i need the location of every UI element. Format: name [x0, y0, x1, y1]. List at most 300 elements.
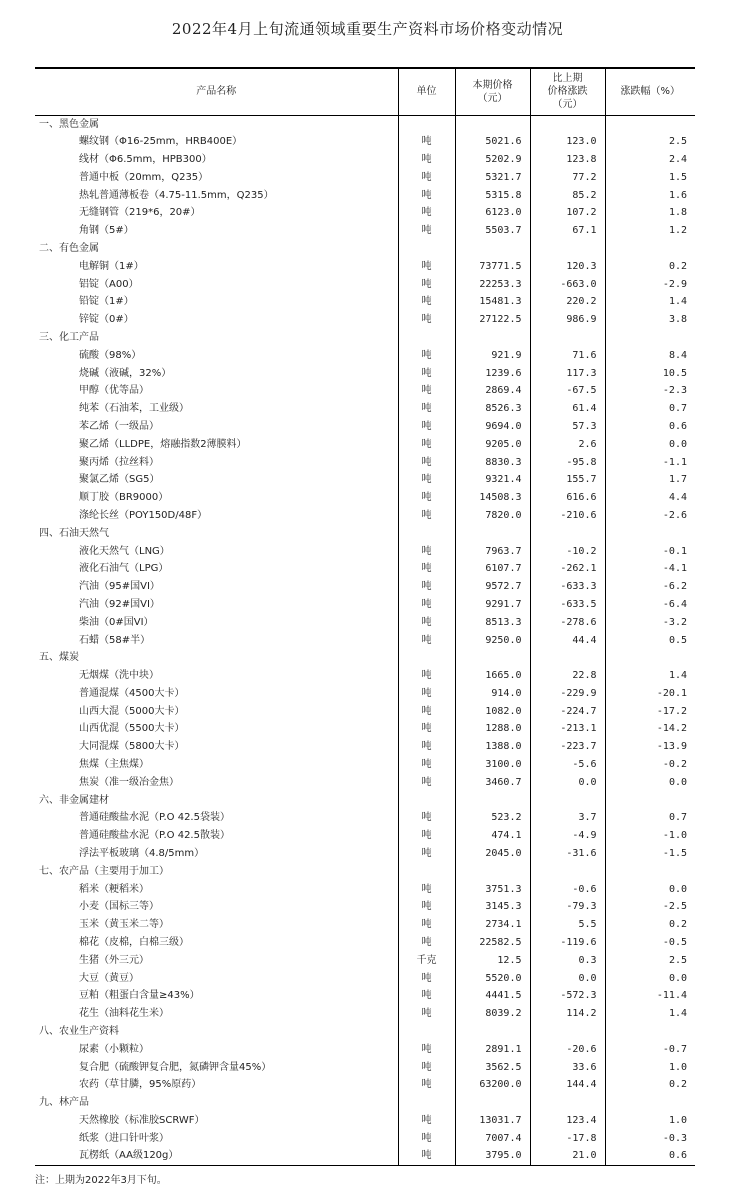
- unit-cell: 吨: [398, 685, 455, 703]
- price-cell: 5520.0: [455, 969, 530, 987]
- change-cell: [530, 649, 605, 667]
- percent-cell: -0.1: [605, 542, 695, 560]
- price-cell: 3460.7: [455, 773, 530, 791]
- price-cell: 1388.0: [455, 738, 530, 756]
- table-row: [35, 809, 695, 827]
- price-cell: 2045.0: [455, 845, 530, 863]
- product-name: 铅锭（1#）: [79, 296, 134, 308]
- percent-cell: 1.4: [605, 667, 695, 685]
- category-row: [35, 240, 695, 258]
- change-cell: 0.0: [530, 969, 605, 987]
- price-cell: 14508.3: [455, 489, 530, 507]
- table-row: [35, 275, 695, 293]
- percent-cell: 1.4: [605, 1005, 695, 1023]
- percent-cell: 8.4: [605, 346, 695, 364]
- percent-cell: 0.7: [605, 400, 695, 418]
- unit-cell: 吨: [398, 1040, 455, 1058]
- product-name: 普通硅酸盐水泥（P.O 42.5袋装）: [79, 812, 230, 824]
- change-cell: 22.8: [530, 667, 605, 685]
- price-table: [35, 67, 695, 1166]
- percent-cell: 1.4: [605, 293, 695, 311]
- change-cell: [530, 240, 605, 258]
- percent-cell: 1.2: [605, 222, 695, 240]
- change-cell: 0.3: [530, 951, 605, 969]
- table-row: [35, 702, 695, 720]
- change-cell: -31.6: [530, 845, 605, 863]
- price-cell: 22253.3: [455, 275, 530, 293]
- product-name: 纯苯（石油苯，工业级）: [79, 403, 189, 415]
- table-row: [35, 489, 695, 507]
- price-cell: 7820.0: [455, 507, 530, 525]
- percent-cell: -20.1: [605, 685, 695, 703]
- unit-cell: [398, 649, 455, 667]
- product-name: 普通硅酸盐水泥（P.O 42.5散装）: [79, 830, 230, 842]
- unit-cell: 吨: [398, 916, 455, 934]
- price-cell: 12.5: [455, 951, 530, 969]
- percent-cell: -2.6: [605, 507, 695, 525]
- price-cell: 2891.1: [455, 1040, 530, 1058]
- percent-cell: 10.5: [605, 364, 695, 382]
- price-cell: 63200.0: [455, 1076, 530, 1094]
- unit-cell: 吨: [398, 275, 455, 293]
- product-name: 涤纶长丝（POY150D/48F）: [79, 509, 208, 521]
- percent-cell: -0.2: [605, 756, 695, 774]
- percent-cell: 0.6: [605, 418, 695, 436]
- unit-cell: 吨: [398, 222, 455, 240]
- table-row: [35, 578, 695, 596]
- unit-cell: [398, 115, 455, 133]
- unit-cell: 吨: [398, 346, 455, 364]
- price-cell: 1239.6: [455, 364, 530, 382]
- price-cell: 9250.0: [455, 631, 530, 649]
- percent-cell: -2.3: [605, 382, 695, 400]
- unit-cell: 吨: [398, 311, 455, 329]
- unit-cell: 吨: [398, 845, 455, 863]
- product-name: 天然橡胶（标准胶SCRWF）: [79, 1115, 205, 1127]
- unit-cell: [398, 1094, 455, 1112]
- percent-cell: -2.5: [605, 898, 695, 916]
- change-cell: 0.0: [530, 773, 605, 791]
- product-name: 生猪（外三元）: [79, 954, 149, 966]
- table-row: [35, 934, 695, 952]
- unit-cell: 吨: [398, 880, 455, 898]
- table-row: [35, 596, 695, 614]
- product-name: 尿素（小颗粒）: [79, 1043, 149, 1055]
- price-cell: 3100.0: [455, 756, 530, 774]
- change-cell: 117.3: [530, 364, 605, 382]
- table-header-row: [35, 68, 695, 115]
- product-name: 硫酸（98%）: [79, 349, 142, 361]
- unit-cell: [398, 791, 455, 809]
- product-name: 小麦（国标三等）: [79, 901, 159, 913]
- product-name: 电解铜（1#）: [79, 260, 144, 272]
- change-cell: 155.7: [530, 471, 605, 489]
- percent-cell: -0.5: [605, 934, 695, 952]
- price-cell: 22582.5: [455, 934, 530, 952]
- table-row: [35, 987, 695, 1005]
- price-cell: 3145.3: [455, 898, 530, 916]
- change-cell: -95.8: [530, 453, 605, 471]
- unit-cell: 吨: [398, 756, 455, 774]
- unit-cell: 吨: [398, 293, 455, 311]
- change-cell: 616.6: [530, 489, 605, 507]
- unit-cell: [398, 862, 455, 880]
- product-name: 聚氯乙烯（SG5）: [79, 474, 160, 486]
- price-cell: 8830.3: [455, 453, 530, 471]
- table-row: [35, 346, 695, 364]
- change-cell: -223.7: [530, 738, 605, 756]
- table-row: [35, 1147, 695, 1165]
- price-cell: 8513.3: [455, 613, 530, 631]
- percent-cell: -2.9: [605, 275, 695, 293]
- category-name: 六、非金属建材: [39, 794, 109, 806]
- change-cell: -20.6: [530, 1040, 605, 1058]
- table-row: [35, 898, 695, 916]
- price-cell: 5503.7: [455, 222, 530, 240]
- change-cell: -572.3: [530, 987, 605, 1005]
- category-row: [35, 115, 695, 133]
- price-cell: [455, 329, 530, 347]
- product-name: 棉花（皮棉，白棉三级）: [79, 937, 189, 949]
- product-name: 聚丙烯（拉丝料）: [79, 456, 159, 468]
- price-cell: 5315.8: [455, 186, 530, 204]
- change-cell: 3.7: [530, 809, 605, 827]
- unit-cell: 吨: [398, 542, 455, 560]
- percent-cell: 0.6: [605, 1147, 695, 1165]
- unit-cell: [398, 524, 455, 542]
- table-row: [35, 613, 695, 631]
- header-unit-text: 单位: [416, 86, 437, 98]
- percent-cell: 0.7: [605, 809, 695, 827]
- unit-cell: 吨: [398, 168, 455, 186]
- table-row: [35, 685, 695, 703]
- change-cell: -278.6: [530, 613, 605, 631]
- product-name: 汽油（92#国VI）: [79, 598, 160, 610]
- table-row: [35, 186, 695, 204]
- product-name: 聚乙烯（LLDPE，熔融指数2薄膜料）: [79, 438, 247, 450]
- header-price-change-text: 比上期 价格涨跌 （元）: [547, 73, 588, 111]
- table-row: [35, 720, 695, 738]
- unit-cell: 吨: [398, 1147, 455, 1165]
- price-cell: 2734.1: [455, 916, 530, 934]
- unit-cell: 吨: [398, 489, 455, 507]
- change-cell: [530, 862, 605, 880]
- price-cell: 474.1: [455, 827, 530, 845]
- percent-cell: 1.8: [605, 204, 695, 222]
- change-cell: 85.2: [530, 186, 605, 204]
- percent-cell: 0.0: [605, 969, 695, 987]
- percent-cell: -4.1: [605, 560, 695, 578]
- category-name: 一、黑色金属: [39, 118, 99, 130]
- unit-cell: 吨: [398, 1005, 455, 1023]
- price-cell: 7007.4: [455, 1129, 530, 1147]
- category-row: [35, 1094, 695, 1112]
- change-cell: -663.0: [530, 275, 605, 293]
- unit-cell: 吨: [398, 418, 455, 436]
- product-name: 山西优混（5500大卡）: [79, 723, 185, 735]
- product-name: 大同混煤（5800大卡）: [79, 741, 185, 753]
- table-row: [35, 773, 695, 791]
- unit-cell: 吨: [398, 471, 455, 489]
- percent-cell: -1.5: [605, 845, 695, 863]
- table-row: [35, 916, 695, 934]
- unit-cell: 吨: [398, 720, 455, 738]
- table-row: [35, 293, 695, 311]
- price-cell: 13031.7: [455, 1112, 530, 1130]
- category-row: [35, 649, 695, 667]
- unit-cell: 吨: [398, 898, 455, 916]
- change-cell: [530, 115, 605, 133]
- category-row: [35, 862, 695, 880]
- category-name: 四、石油天然气: [39, 527, 109, 539]
- change-cell: 61.4: [530, 400, 605, 418]
- category-name: 九、林产品: [39, 1097, 89, 1109]
- price-cell: [455, 115, 530, 133]
- footnote: 注：上期为2022年3月下旬。: [35, 1175, 167, 1186]
- price-cell: 5021.6: [455, 133, 530, 151]
- price-cell: 2869.4: [455, 382, 530, 400]
- table-row: [35, 756, 695, 774]
- price-cell: 921.9: [455, 346, 530, 364]
- unit-cell: 吨: [398, 400, 455, 418]
- percent-cell: [605, 791, 695, 809]
- product-name: 焦炭（准一级冶金焦）: [79, 776, 179, 788]
- percent-cell: [605, 862, 695, 880]
- table-row: [35, 151, 695, 169]
- table-row: [35, 364, 695, 382]
- price-cell: 9205.0: [455, 435, 530, 453]
- unit-cell: 吨: [398, 151, 455, 169]
- product-name: 线材（Φ6.5mm，HPB300）: [79, 153, 212, 165]
- unit-cell: 吨: [398, 435, 455, 453]
- table-row: [35, 667, 695, 685]
- unit-cell: [398, 1023, 455, 1041]
- product-name: 螺纹钢（Φ16-25mm，HRB400E）: [79, 136, 243, 148]
- product-name: 角钢（5#）: [79, 225, 134, 237]
- percent-cell: -1.1: [605, 453, 695, 471]
- change-cell: 67.1: [530, 222, 605, 240]
- header-product-name: [35, 68, 398, 115]
- percent-cell: [605, 115, 695, 133]
- percent-cell: [605, 1023, 695, 1041]
- category-name: 二、有色金属: [39, 242, 99, 254]
- percent-cell: 4.4: [605, 489, 695, 507]
- category-name: 八、农业生产资料: [39, 1026, 119, 1038]
- percent-cell: 0.0: [605, 880, 695, 898]
- product-name: 液化天然气（LNG）: [79, 545, 170, 557]
- change-cell: 44.4: [530, 631, 605, 649]
- product-name: 普通混煤（4500大卡）: [79, 687, 185, 699]
- price-cell: 3751.3: [455, 880, 530, 898]
- product-name: 山西大混（5000大卡）: [79, 705, 185, 717]
- unit-cell: 吨: [398, 133, 455, 151]
- table-row: [35, 969, 695, 987]
- product-name: 大豆（黄豆）: [79, 972, 139, 984]
- table-row: [35, 311, 695, 329]
- percent-cell: -0.7: [605, 1040, 695, 1058]
- price-cell: 4441.5: [455, 987, 530, 1005]
- change-cell: 21.0: [530, 1147, 605, 1165]
- unit-cell: 吨: [398, 364, 455, 382]
- table-row: [35, 418, 695, 436]
- unit-cell: [398, 240, 455, 258]
- percent-cell: [605, 240, 695, 258]
- change-cell: -119.6: [530, 934, 605, 952]
- change-cell: -210.6: [530, 507, 605, 525]
- change-cell: -633.3: [530, 578, 605, 596]
- change-cell: -17.8: [530, 1129, 605, 1147]
- unit-cell: 吨: [398, 969, 455, 987]
- change-cell: -262.1: [530, 560, 605, 578]
- change-cell: 2.6: [530, 435, 605, 453]
- percent-cell: 0.2: [605, 257, 695, 275]
- unit-cell: 吨: [398, 773, 455, 791]
- change-cell: 123.8: [530, 151, 605, 169]
- table-row: [35, 222, 695, 240]
- unit-cell: 吨: [398, 382, 455, 400]
- category-row: [35, 524, 695, 542]
- table-row: [35, 845, 695, 863]
- product-name: 顺丁胶（BR9000）: [79, 492, 169, 504]
- price-cell: 27122.5: [455, 311, 530, 329]
- product-name: 苯乙烯（一级品）: [79, 420, 159, 432]
- table-row: [35, 133, 695, 151]
- product-name: 纸浆（进口针叶浆）: [79, 1132, 169, 1144]
- unit-cell: 吨: [398, 453, 455, 471]
- product-name: 液化石油气（LPG）: [79, 563, 169, 575]
- unit-cell: 吨: [398, 667, 455, 685]
- change-cell: 33.6: [530, 1058, 605, 1076]
- table-row: [35, 453, 695, 471]
- percent-cell: 1.7: [605, 471, 695, 489]
- change-cell: -5.6: [530, 756, 605, 774]
- change-cell: [530, 524, 605, 542]
- change-cell: 114.2: [530, 1005, 605, 1023]
- change-cell: 123.4: [530, 1112, 605, 1130]
- header-current-price: [455, 68, 530, 115]
- table-row: [35, 738, 695, 756]
- price-cell: 6107.7: [455, 560, 530, 578]
- header-current-price-text: 本期价格 （元）: [472, 79, 513, 104]
- percent-cell: 0.0: [605, 435, 695, 453]
- product-name: 烧碱（液碱，32%）: [79, 367, 172, 379]
- percent-cell: 1.0: [605, 1058, 695, 1076]
- table-row: [35, 507, 695, 525]
- product-name: 复合肥（硫酸钾复合肥，氮磷钾含量45%）: [79, 1061, 272, 1073]
- unit-cell: 吨: [398, 809, 455, 827]
- table-row: [35, 1040, 695, 1058]
- price-cell: 1082.0: [455, 702, 530, 720]
- percent-cell: -6.4: [605, 596, 695, 614]
- percent-cell: 0.2: [605, 916, 695, 934]
- table-row: [35, 1058, 695, 1076]
- table-row: [35, 880, 695, 898]
- percent-cell: -11.4: [605, 987, 695, 1005]
- table-row: [35, 542, 695, 560]
- product-name: 玉米（黄玉米二等）: [79, 919, 169, 931]
- document-title: 2022年4月上旬流通领域重要生产资料市场价格变动情况: [171, 20, 564, 38]
- price-cell: [455, 791, 530, 809]
- unit-cell: [398, 329, 455, 347]
- change-cell: 5.5: [530, 916, 605, 934]
- header-product-name-text: 产品名称: [196, 86, 237, 98]
- unit-cell: 吨: [398, 987, 455, 1005]
- table-row: [35, 1112, 695, 1130]
- table-row: [35, 1005, 695, 1023]
- percent-cell: -1.0: [605, 827, 695, 845]
- unit-cell: 吨: [398, 507, 455, 525]
- percent-cell: -14.2: [605, 720, 695, 738]
- table-row: [35, 951, 695, 969]
- change-cell: [530, 1023, 605, 1041]
- price-cell: [455, 524, 530, 542]
- price-cell: [455, 1023, 530, 1041]
- category-row: [35, 1023, 695, 1041]
- table-row: [35, 471, 695, 489]
- change-cell: -229.9: [530, 685, 605, 703]
- unit-cell: 吨: [398, 596, 455, 614]
- change-cell: [530, 1094, 605, 1112]
- change-cell: 107.2: [530, 204, 605, 222]
- change-cell: 220.2: [530, 293, 605, 311]
- unit-cell: 吨: [398, 827, 455, 845]
- price-cell: 73771.5: [455, 257, 530, 275]
- percent-cell: [605, 329, 695, 347]
- category-row: [35, 329, 695, 347]
- price-cell: 5202.9: [455, 151, 530, 169]
- unit-cell: 吨: [398, 613, 455, 631]
- product-name: 花生（油料花生米）: [79, 1008, 169, 1020]
- product-name: 瓦楞纸（AA级120g）: [35, 1147, 398, 1165]
- product-name: 农药（草甘膦，95%原药）: [79, 1079, 202, 1091]
- change-cell: 77.2: [530, 168, 605, 186]
- percent-cell: 3.8: [605, 311, 695, 329]
- unit-cell: 吨: [398, 1112, 455, 1130]
- unit-cell: 吨: [398, 578, 455, 596]
- unit-cell: 吨: [398, 631, 455, 649]
- percent-cell: [605, 649, 695, 667]
- price-cell: 8526.3: [455, 400, 530, 418]
- product-name: 柴油（0#国VI）: [79, 616, 154, 628]
- unit-cell: 吨: [398, 702, 455, 720]
- change-cell: -79.3: [530, 898, 605, 916]
- unit-cell: 吨: [398, 257, 455, 275]
- unit-cell: 吨: [398, 204, 455, 222]
- percent-cell: -13.9: [605, 738, 695, 756]
- table-row: [35, 204, 695, 222]
- change-cell: [530, 791, 605, 809]
- table-row: [35, 827, 695, 845]
- product-name: 石蜡（58#半）: [79, 634, 151, 646]
- product-name: 稻米（粳稻米）: [79, 883, 149, 895]
- table-row: [35, 382, 695, 400]
- percent-cell: 1.6: [605, 186, 695, 204]
- percent-cell: -3.2: [605, 613, 695, 631]
- price-cell: [455, 649, 530, 667]
- change-cell: 120.3: [530, 257, 605, 275]
- product-name: 热轧普通薄板卷（4.75-11.5mm，Q235）: [79, 189, 274, 201]
- table-row: [35, 1076, 695, 1094]
- category-name: 五、煤炭: [39, 652, 79, 664]
- category-name: 三、化工产品: [39, 331, 99, 343]
- unit-cell: 吨: [398, 934, 455, 952]
- percent-cell: -6.2: [605, 578, 695, 596]
- change-cell: -633.5: [530, 596, 605, 614]
- product-name: 无缝钢管（219*6，20#）: [79, 207, 201, 219]
- table-row: [35, 631, 695, 649]
- percent-cell: 1.5: [605, 168, 695, 186]
- product-name: 锌锭（0#）: [79, 314, 134, 326]
